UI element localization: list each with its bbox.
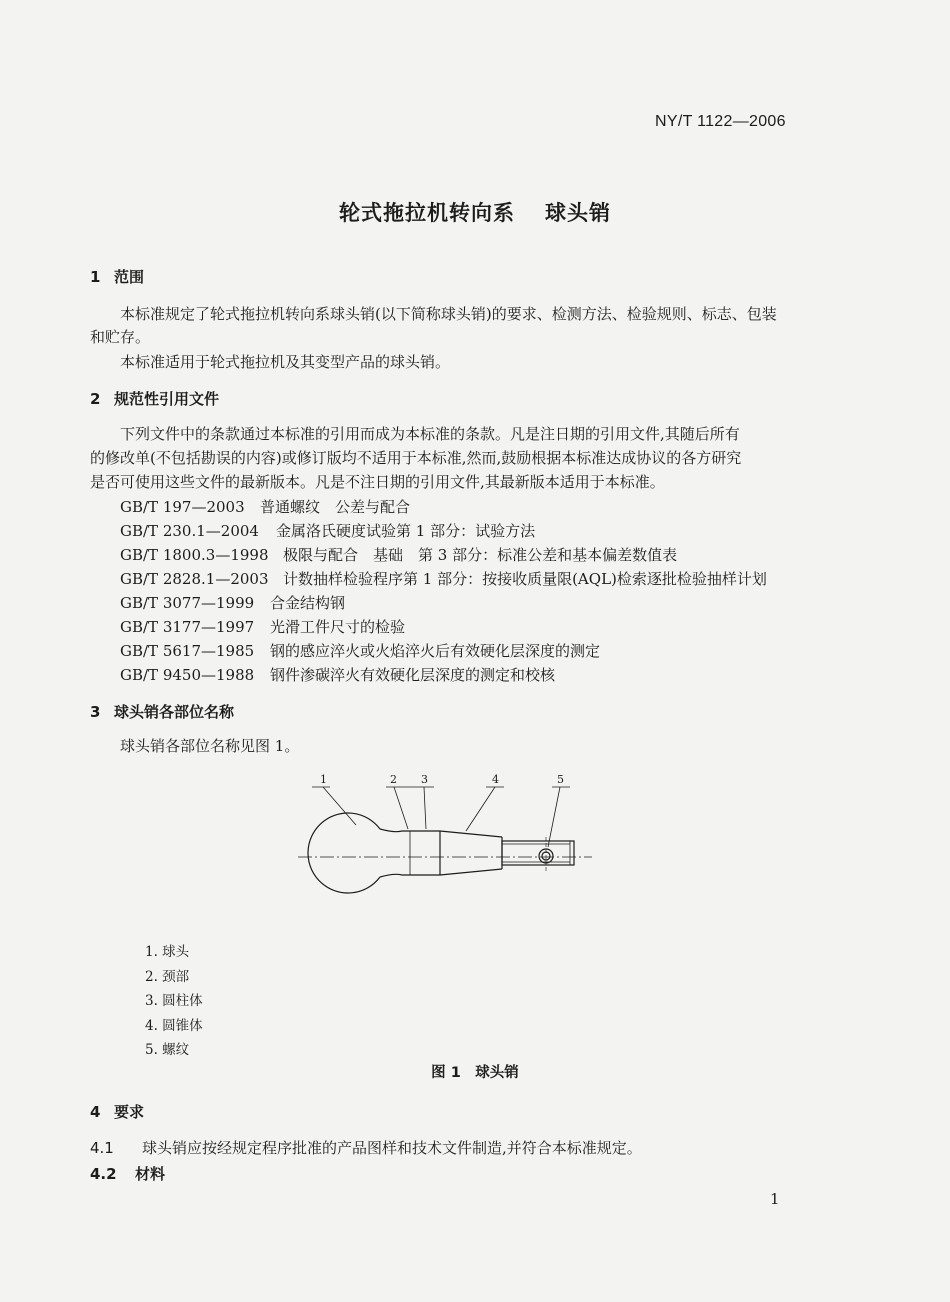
ball-head-outline xyxy=(308,813,380,893)
reference-item: GB/T 3177—1997 光滑工件尺寸的检验 xyxy=(120,618,406,636)
figure-caption: 图 1 球头销 xyxy=(431,1065,519,1081)
section-1-para1-line1: 本标准规定了轮式拖拉机转向系球头销(以下简称球头销)的要求、检测方法、检验规则、标志、包装 xyxy=(120,305,777,323)
section-3-heading: 3 球头销各部位名称 xyxy=(90,703,235,721)
callout-1: 1 xyxy=(320,773,327,786)
figure-legend xyxy=(145,940,203,1063)
section-2-intro-line3: 是否可使用这些文件的最新版本。凡是不注日期的引用文件,其最新版本适用于本标准。 xyxy=(90,473,665,491)
title-part-1: 轮式拖拉机转向系 xyxy=(339,201,515,225)
reference-item: GB/T 2828.1—2003 计数抽样检验程序第 1 部分：按接收质量限(AQL)检索逐批检验抽样计划 xyxy=(120,570,767,588)
reference-item: GB/T 1800.3—1998 极限与配合 基础 第 3 部分：标准公差和基本偏差数值表 xyxy=(120,546,678,564)
neck-outline xyxy=(380,829,402,877)
section-1-heading: 1 范围 xyxy=(90,268,145,286)
callout-5: 5 xyxy=(557,773,564,786)
callout-4: 4 xyxy=(492,773,499,786)
reference-item: GB/T 197—2003 普通螺纹 公差与配合 xyxy=(120,498,411,516)
standard-code: NY/T 1122—2006 xyxy=(655,113,786,130)
callout-2: 2 xyxy=(390,773,397,786)
thread-shank xyxy=(502,841,574,865)
cone-bottom-edge xyxy=(440,869,502,875)
reference-item: GB/T 5617—1985 钢的感应淬火或火焰淬火后有效硬化层深度的测定 xyxy=(120,642,601,660)
section-2-intro-line1: 下列文件中的条款通过本标准的引用而成为本标准的条款。凡是注日期的引用文件,其随后所有 xyxy=(120,425,740,443)
reference-item: GB/T 230.1—2004 金属洛氏硬度试验第 1 部分：试验方法 xyxy=(120,522,536,540)
title-part-2: 球头销 xyxy=(545,201,611,225)
cone-top-edge xyxy=(440,831,502,837)
callout-3: 3 xyxy=(421,773,428,786)
legend-item: 2. 颈部 xyxy=(145,968,190,985)
section-3-para: 球头销各部位名称见图 1。 xyxy=(120,737,300,755)
clause-4-1: 4.1 球头销应按经规定程序批准的产品图样和技术文件制造,并符合本标准规定。 xyxy=(90,1139,642,1157)
page-number: 1 xyxy=(770,1190,780,1208)
reference-item: GB/T 3077—1999 合金结构钢 xyxy=(120,594,346,612)
leader-5 xyxy=(548,787,560,847)
ball-pin-figure xyxy=(290,765,600,905)
legend-item: 5. 螺纹 xyxy=(145,1042,190,1058)
section-2-heading: 2 规范性引用文件 xyxy=(90,390,220,408)
section-2-intro-line2: 的修改单(不包括勘误的内容)或修订版均不适用于本标准,然而,鼓励根据本标准达成协议的各方研究 xyxy=(90,449,742,467)
section-4-heading: 4 要求 xyxy=(90,1103,145,1121)
leader-1 xyxy=(323,787,356,825)
legend-item: 1. 球头 xyxy=(145,944,190,960)
section-1-para1-line2: 和贮存。 xyxy=(90,328,151,346)
legend-item: 3. 圆柱体 xyxy=(145,993,203,1009)
leader-4 xyxy=(466,787,495,831)
leader-2 xyxy=(394,787,408,829)
section-1-para2: 本标准适用于轮式拖拉机及其变型产品的球头销。 xyxy=(120,353,451,371)
reference-item: GB/T 9450—1988 钢件渗碳淬火有效硬化层深度的测定和校核 xyxy=(120,666,556,684)
document-title xyxy=(0,197,950,227)
legend-item: 4. 圆锥体 xyxy=(145,1017,203,1034)
clause-4-2: 4.2 材料 xyxy=(90,1165,166,1183)
leader-3 xyxy=(424,787,426,829)
